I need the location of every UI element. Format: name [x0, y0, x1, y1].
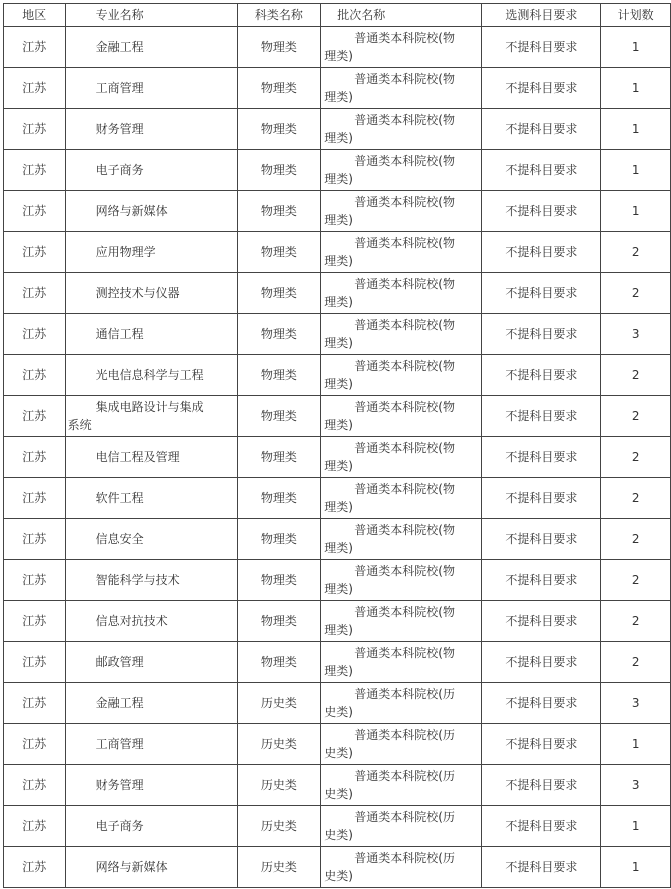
requirement-cell: 不提科目要求: [482, 519, 601, 560]
major-cell: [65, 478, 237, 519]
batch-cell-text: 普通类本科院校(物理类): [324, 318, 455, 350]
plan-count-cell: 2: [601, 601, 671, 642]
requirement-cell: 不提科目要求: [482, 601, 601, 642]
category-cell: 历史类: [237, 724, 321, 765]
batch-cell-text: 普通类本科院校(物理类): [324, 564, 455, 596]
plan-count-cell: 3: [601, 314, 671, 355]
plan-count-cell: 2: [601, 519, 671, 560]
region-cell: 江苏: [4, 437, 66, 478]
major-cell: [65, 150, 237, 191]
batch-cell: [321, 806, 482, 847]
category-cell: 物理类: [237, 355, 321, 396]
header-subject-requirement: 选测科目要求: [482, 4, 601, 27]
table-row: [4, 232, 671, 273]
major-cell-text: 软件工程: [95, 491, 144, 505]
region-cell: 江苏: [4, 273, 66, 314]
region-cell: 江苏: [4, 765, 66, 806]
major-cell: [65, 355, 237, 396]
table-row: [4, 355, 671, 396]
requirement-cell: 不提科目要求: [482, 724, 601, 765]
table-row: [4, 437, 671, 478]
major-cell: [65, 27, 237, 68]
category-cell: 物理类: [237, 191, 321, 232]
requirement-cell: 不提科目要求: [482, 683, 601, 724]
plan-count-cell: 2: [601, 478, 671, 519]
batch-cell: [321, 68, 482, 109]
category-cell: 物理类: [237, 560, 321, 601]
requirement-cell: 不提科目要求: [482, 109, 601, 150]
region-cell: 江苏: [4, 68, 66, 109]
batch-cell: [321, 724, 482, 765]
region-cell: 江苏: [4, 519, 66, 560]
batch-cell: [321, 355, 482, 396]
region-cell: 江苏: [4, 560, 66, 601]
table-row: [4, 560, 671, 601]
requirement-cell: 不提科目要求: [482, 150, 601, 191]
major-cell-text: 邮政管理: [95, 655, 144, 669]
table-row: [4, 109, 671, 150]
enrollment-plan-table: [3, 3, 671, 888]
batch-cell-text: 普通类本科院校(历史类): [324, 687, 455, 719]
category-cell: 历史类: [237, 806, 321, 847]
table-row: [4, 519, 671, 560]
category-cell: 物理类: [237, 232, 321, 273]
plan-count-cell: 1: [601, 27, 671, 68]
region-cell: 江苏: [4, 27, 66, 68]
table-row: [4, 724, 671, 765]
category-cell: 物理类: [237, 150, 321, 191]
region-cell: 江苏: [4, 150, 66, 191]
batch-cell-text: 普通类本科院校(物理类): [324, 482, 455, 514]
header-region: 地区: [4, 4, 66, 27]
category-cell: 物理类: [237, 642, 321, 683]
major-cell-text: 测控技术与仪器: [95, 286, 180, 300]
category-cell: 物理类: [237, 601, 321, 642]
plan-count-cell: 1: [601, 68, 671, 109]
plan-count-cell: 1: [601, 724, 671, 765]
batch-cell: [321, 601, 482, 642]
major-cell-text: 网络与新媒体: [95, 860, 168, 874]
region-cell: 江苏: [4, 724, 66, 765]
region-cell: 江苏: [4, 683, 66, 724]
requirement-cell: 不提科目要求: [482, 232, 601, 273]
requirement-cell: 不提科目要求: [482, 765, 601, 806]
requirement-cell: 不提科目要求: [482, 642, 601, 683]
major-cell-text: 信息对抗技术: [95, 614, 168, 628]
category-cell: 物理类: [237, 109, 321, 150]
batch-cell: [321, 314, 482, 355]
region-cell: 江苏: [4, 847, 66, 888]
table-row: [4, 601, 671, 642]
table-row: [4, 150, 671, 191]
major-cell: [65, 437, 237, 478]
batch-cell: [321, 150, 482, 191]
major-cell-text: 集成电路设计与集成系统: [67, 400, 204, 432]
major-cell: [65, 314, 237, 355]
major-cell-text: 财务管理: [95, 122, 144, 136]
batch-cell-text: 普通类本科院校(历史类): [324, 810, 455, 842]
batch-cell-text: 普通类本科院校(物理类): [324, 154, 455, 186]
batch-cell: [321, 109, 482, 150]
requirement-cell: 不提科目要求: [482, 68, 601, 109]
header-major: 专业名称: [65, 4, 237, 27]
batch-cell: [321, 519, 482, 560]
major-cell: [65, 642, 237, 683]
category-cell: 物理类: [237, 519, 321, 560]
category-cell: 物理类: [237, 27, 321, 68]
requirement-cell: 不提科目要求: [482, 273, 601, 314]
batch-cell-text: 普通类本科院校(物理类): [324, 400, 455, 432]
category-cell: 历史类: [237, 765, 321, 806]
major-cell: [65, 273, 237, 314]
table-row: [4, 191, 671, 232]
major-cell: [65, 560, 237, 601]
plan-count-cell: 2: [601, 396, 671, 437]
batch-cell-text: 普通类本科院校(物理类): [324, 359, 455, 391]
plan-count-cell: 1: [601, 806, 671, 847]
region-cell: 江苏: [4, 601, 66, 642]
table-row: [4, 806, 671, 847]
batch-cell-text: 普通类本科院校(历史类): [324, 851, 455, 883]
requirement-cell: 不提科目要求: [482, 806, 601, 847]
requirement-cell: 不提科目要求: [482, 437, 601, 478]
batch-cell: [321, 478, 482, 519]
category-cell: 物理类: [237, 478, 321, 519]
table-row: [4, 396, 671, 437]
plan-count-cell: 2: [601, 642, 671, 683]
requirement-cell: 不提科目要求: [482, 478, 601, 519]
region-cell: 江苏: [4, 642, 66, 683]
table-row: [4, 765, 671, 806]
batch-cell-text: 普通类本科院校(物理类): [324, 277, 455, 309]
category-cell: 物理类: [237, 273, 321, 314]
table-row: [4, 273, 671, 314]
region-cell: 江苏: [4, 355, 66, 396]
table-row: [4, 683, 671, 724]
major-cell: [65, 847, 237, 888]
major-cell: [65, 232, 237, 273]
plan-count-cell: 2: [601, 273, 671, 314]
region-cell: 江苏: [4, 478, 66, 519]
batch-cell: [321, 191, 482, 232]
requirement-cell: 不提科目要求: [482, 847, 601, 888]
major-cell-text: 网络与新媒体: [95, 204, 168, 218]
plan-count-cell: 1: [601, 847, 671, 888]
table-row: [4, 642, 671, 683]
major-cell: [65, 519, 237, 560]
region-cell: 江苏: [4, 806, 66, 847]
batch-cell-text: 普通类本科院校(物理类): [324, 441, 455, 473]
table-row: [4, 847, 671, 888]
major-cell-text: 工商管理: [95, 81, 144, 95]
plan-count-cell: 1: [601, 191, 671, 232]
batch-cell: [321, 765, 482, 806]
header-batch: 批次名称: [321, 4, 482, 27]
batch-cell-text: 普通类本科院校(物理类): [324, 113, 455, 145]
batch-cell: [321, 232, 482, 273]
major-cell-text: 智能科学与技术: [95, 573, 180, 587]
batch-cell: [321, 27, 482, 68]
batch-cell-text: 普通类本科院校(物理类): [324, 646, 455, 678]
batch-cell-text: 普通类本科院校(历史类): [324, 728, 455, 760]
region-cell: 江苏: [4, 314, 66, 355]
table-row: [4, 314, 671, 355]
region-cell: 江苏: [4, 191, 66, 232]
requirement-cell: 不提科目要求: [482, 560, 601, 601]
region-cell: 江苏: [4, 109, 66, 150]
major-cell: [65, 109, 237, 150]
batch-cell: [321, 437, 482, 478]
batch-cell: [321, 273, 482, 314]
batch-cell-text: 普通类本科院校(物理类): [324, 605, 455, 637]
major-cell-text: 财务管理: [95, 778, 144, 792]
major-cell-text: 金融工程: [95, 696, 144, 710]
plan-count-cell: 2: [601, 560, 671, 601]
requirement-cell: 不提科目要求: [482, 355, 601, 396]
major-cell-text: 电子商务: [95, 163, 144, 177]
batch-cell: [321, 847, 482, 888]
major-cell-text: 通信工程: [95, 327, 144, 341]
plan-count-cell: 3: [601, 683, 671, 724]
major-cell-text: 电子商务: [95, 819, 144, 833]
requirement-cell: 不提科目要求: [482, 314, 601, 355]
major-cell: [65, 765, 237, 806]
region-cell: 江苏: [4, 396, 66, 437]
category-cell: 物理类: [237, 437, 321, 478]
major-cell-text: 信息安全: [95, 532, 144, 546]
batch-cell: [321, 683, 482, 724]
major-cell: [65, 396, 237, 437]
requirement-cell: 不提科目要求: [482, 27, 601, 68]
plan-count-cell: 2: [601, 437, 671, 478]
major-cell: [65, 806, 237, 847]
major-cell-text: 金融工程: [95, 40, 144, 54]
requirement-cell: 不提科目要求: [482, 396, 601, 437]
plan-count-cell: 1: [601, 150, 671, 191]
table-row: [4, 68, 671, 109]
batch-cell: [321, 560, 482, 601]
plan-count-cell: 3: [601, 765, 671, 806]
major-cell-text: 电信工程及管理: [95, 450, 180, 464]
table-row: [4, 27, 671, 68]
major-cell: [65, 601, 237, 642]
batch-cell-text: 普通类本科院校(物理类): [324, 523, 455, 555]
plan-count-cell: 2: [601, 355, 671, 396]
plan-count-cell: 2: [601, 232, 671, 273]
batch-cell: [321, 396, 482, 437]
major-cell: [65, 724, 237, 765]
batch-cell: [321, 642, 482, 683]
category-cell: 历史类: [237, 683, 321, 724]
major-cell-text: 工商管理: [95, 737, 144, 751]
category-cell: 物理类: [237, 314, 321, 355]
major-cell: [65, 683, 237, 724]
batch-cell-text: 普通类本科院校(物理类): [324, 195, 455, 227]
plan-count-cell: 1: [601, 109, 671, 150]
category-cell: 物理类: [237, 68, 321, 109]
category-cell: 物理类: [237, 396, 321, 437]
header-subject-category: 科类名称: [237, 4, 321, 27]
batch-cell-text: 普通类本科院校(物理类): [324, 236, 455, 268]
batch-cell-text: 普通类本科院校(物理类): [324, 31, 455, 63]
major-cell: [65, 68, 237, 109]
region-cell: 江苏: [4, 232, 66, 273]
header-plan-count: 计划数: [601, 4, 671, 27]
category-cell: 历史类: [237, 847, 321, 888]
major-cell-text: 应用物理学: [95, 245, 156, 259]
major-cell: [65, 191, 237, 232]
batch-cell-text: 普通类本科院校(历史类): [324, 769, 455, 801]
batch-cell-text: 普通类本科院校(物理类): [324, 72, 455, 104]
table-header-row: [4, 4, 671, 27]
table-row: [4, 478, 671, 519]
requirement-cell: 不提科目要求: [482, 191, 601, 232]
major-cell-text: 光电信息科学与工程: [95, 368, 204, 382]
